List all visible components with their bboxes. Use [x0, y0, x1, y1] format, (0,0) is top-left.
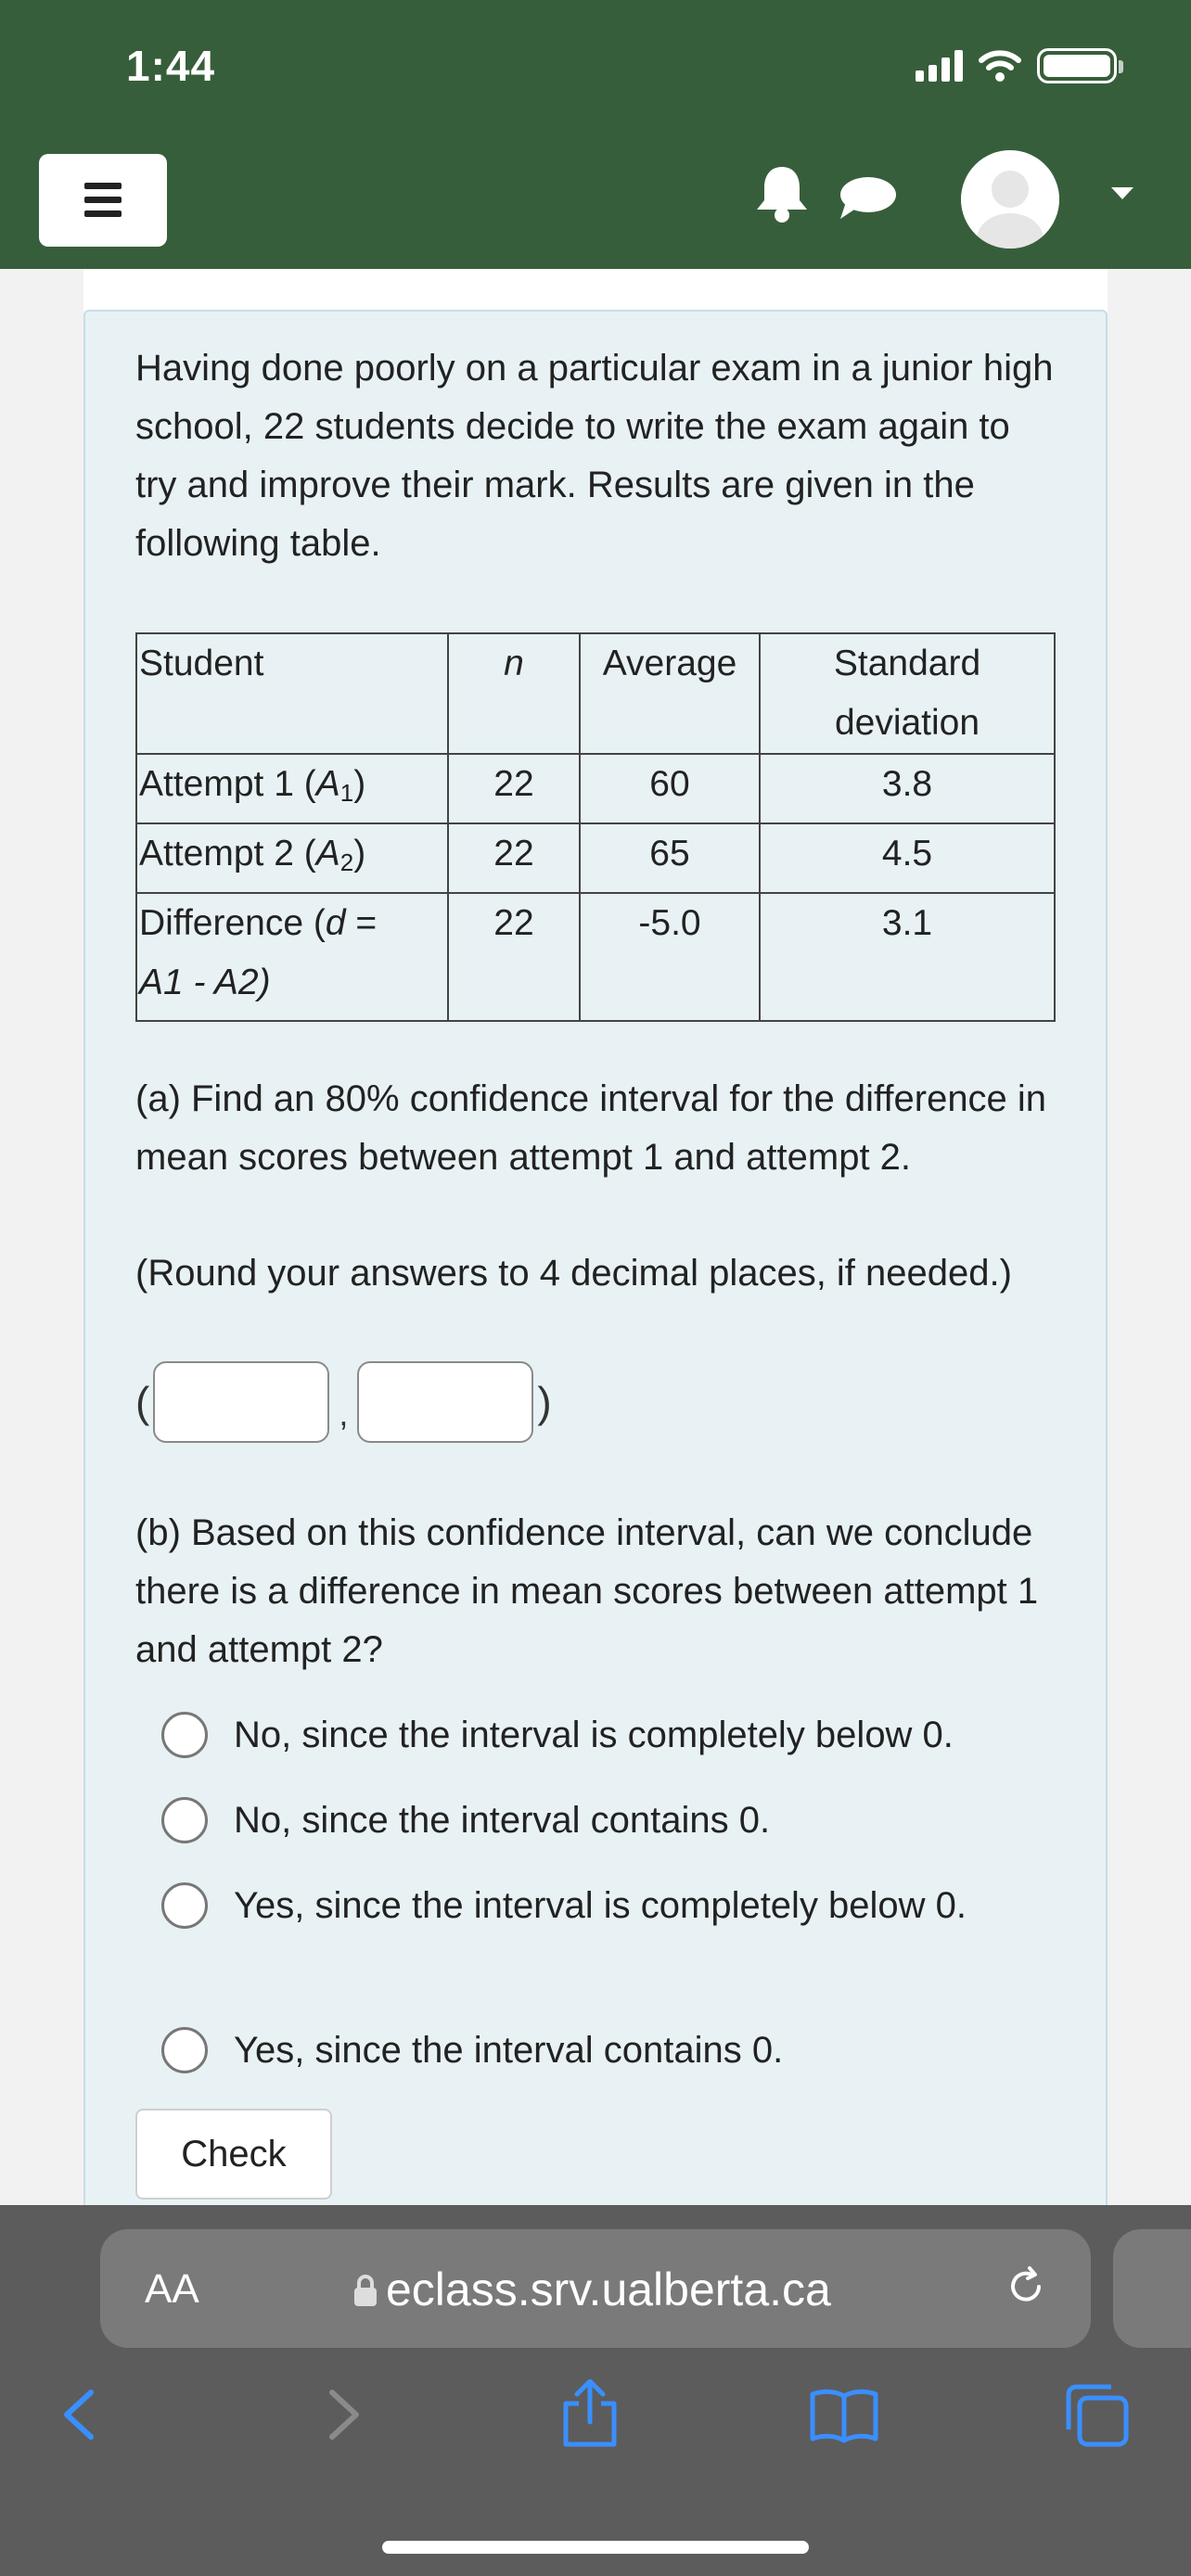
row-n: 22	[448, 754, 580, 823]
hamburger-icon	[84, 183, 122, 218]
reload-icon[interactable]	[1004, 2264, 1048, 2309]
reader-settings-button[interactable]: AA	[145, 2266, 199, 2312]
interval-separator: ,	[339, 1395, 349, 1433]
option-label[interactable]: No, since the interval is completely below 0.	[234, 1715, 954, 1755]
menu-button[interactable]	[39, 154, 167, 247]
option-label[interactable]: Yes, since the interval is completely below 0.	[234, 1885, 967, 1926]
results-table	[135, 632, 1056, 1022]
row-average: 60	[580, 754, 760, 823]
interval-open-paren: (	[135, 1378, 150, 1426]
row-n: 22	[448, 823, 580, 893]
header-average: Average	[580, 633, 760, 754]
battery-icon	[1037, 48, 1117, 83]
row-label: Attempt 2 $(A_2)$	[136, 823, 448, 893]
row-average: -5.0	[580, 893, 760, 1021]
user-menu-caret-icon[interactable]	[1111, 187, 1133, 199]
share-icon[interactable]	[560, 2379, 620, 2448]
status-icons	[916, 48, 1117, 83]
user-avatar-icon	[961, 150, 1059, 249]
part-a-note: (Round your answers to 4 decimal places, if needed.)	[135, 1253, 1012, 1294]
interval-answer	[135, 1361, 552, 1443]
row-average: 65	[580, 823, 760, 893]
row-sd: 3.8	[760, 754, 1055, 823]
back-icon[interactable]	[59, 2387, 100, 2442]
forward-icon[interactable]	[323, 2387, 364, 2442]
next-tab-preview[interactable]	[1113, 2229, 1191, 2348]
status-time: 1:44	[126, 42, 216, 90]
url-text[interactable]: eclass.srv.ualberta.ca	[386, 2264, 831, 2315]
table-row	[136, 893, 1055, 1021]
user-avatar[interactable]	[961, 150, 1059, 249]
option-label[interactable]: No, since the interval contains 0.	[234, 1800, 771, 1841]
header-sd: Standard deviation	[760, 633, 1055, 754]
interval-close-paren: )	[537, 1378, 552, 1426]
table-header-row	[136, 633, 1055, 754]
tabs-icon[interactable]	[1063, 2381, 1130, 2448]
upper-bound-input[interactable]	[357, 1361, 533, 1443]
row-n: 22	[448, 893, 580, 1021]
row-label: Difference (d = A1 - A2)	[136, 893, 448, 1021]
row-sd: 4.5	[760, 823, 1055, 893]
wifi-icon	[978, 49, 1022, 83]
option-label[interactable]: Yes, since the interval contains 0.	[234, 2030, 784, 2071]
check-button[interactable]: Check	[135, 2109, 332, 2200]
table-row	[136, 823, 1055, 893]
row-sd: 3.1	[760, 893, 1055, 1021]
lower-bound-input[interactable]	[153, 1361, 329, 1443]
bookmarks-icon[interactable]	[809, 2387, 879, 2444]
chat-icon[interactable]	[837, 174, 896, 221]
home-indicator	[382, 2541, 809, 2554]
part-b-question: (b) Based on this confidence interval, can we conclude there is a difference in mean scores between attempt 1 and attempt 2?	[135, 1512, 1039, 1670]
part-a-question: (a) Find an 80% confidence interval for the difference in mean scores between attempt 1 and attempt 2.	[135, 1078, 1047, 1178]
lock-icon	[352, 2274, 378, 2307]
signal-icon	[916, 50, 963, 82]
header-n: n	[448, 633, 580, 754]
row-label: Attempt 1 $(A_1)$	[136, 754, 448, 823]
header-student: Student	[136, 633, 448, 754]
table-row	[136, 754, 1055, 823]
bell-icon[interactable]	[753, 163, 811, 224]
question-intro: Having done poorly on a particular exam in a junior high school, 22 students decide to write the exam again to try and improve their mark. Results are given in the following table.	[135, 348, 1054, 564]
